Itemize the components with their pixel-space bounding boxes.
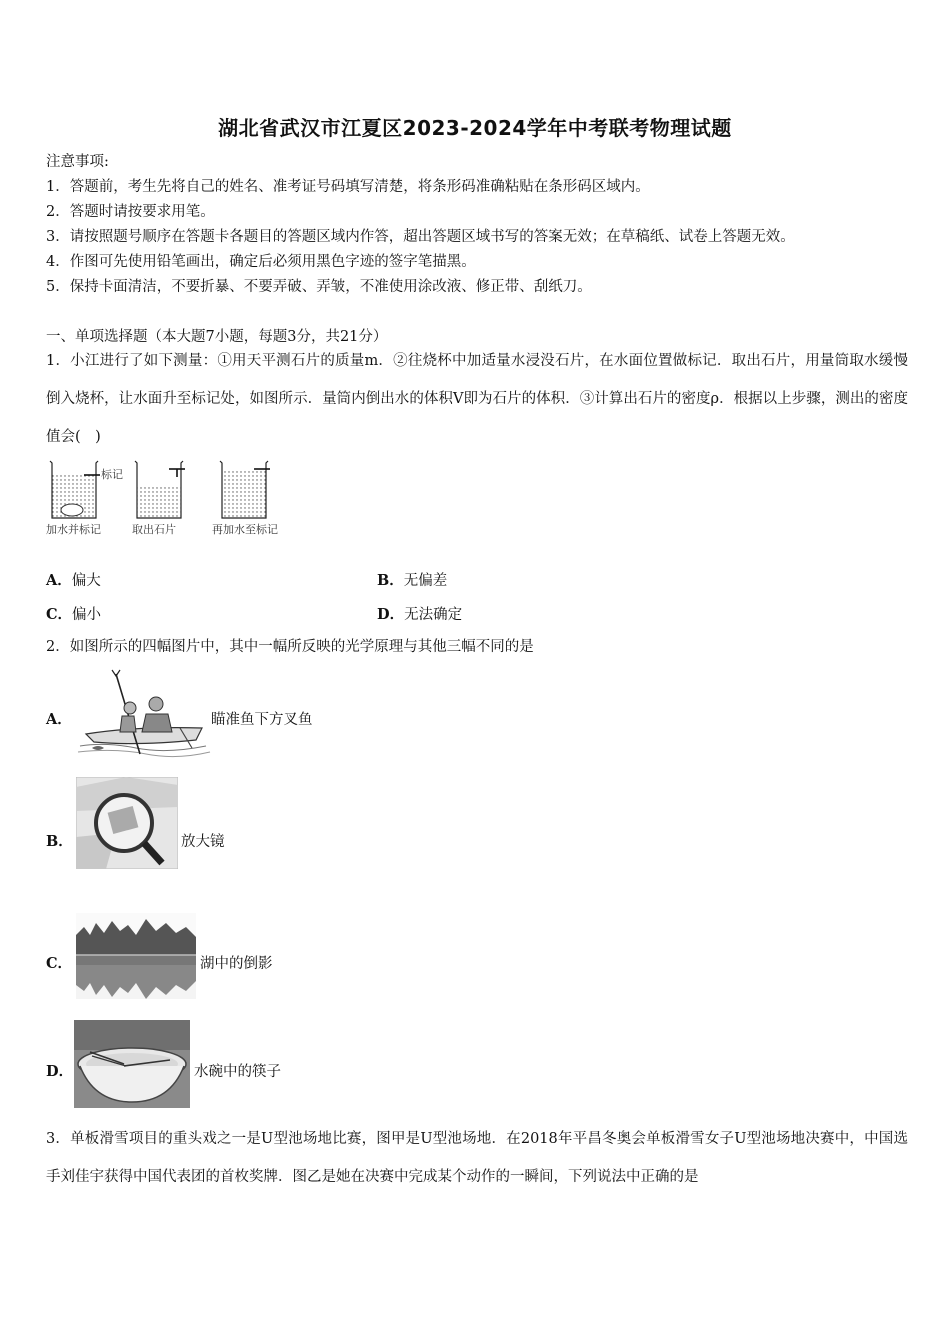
notice-item: 3．请按照题号顺序在答题卡各题目的答题区域内作答，超出答题区域书写的答案无效；在草稿纸、试卷上答题无效。 — [46, 229, 795, 245]
option-a: A．偏大 — [46, 572, 101, 589]
option-b: B．无偏差 — [377, 572, 448, 589]
option-b-label: B． — [46, 833, 73, 850]
option-c: C．偏小 — [46, 606, 102, 623]
notice-heading: 注意事项: — [46, 154, 109, 170]
option-a-caption: 瞄准鱼下方叉鱼 — [211, 712, 313, 728]
section-heading: 一、单项选择题（本大题7小题，每题3分，共21分） — [46, 329, 388, 345]
bowl-chopsticks-image — [74, 1020, 190, 1108]
fishing-image — [76, 668, 212, 758]
notice-item: 2．答题时请按要求用笔。 — [46, 204, 215, 220]
notice-item: 5．保持卡面清洁，不要折暴、不要弄破、弄皱，不准使用涂改液、修正带、刮纸刀。 — [46, 279, 592, 295]
option-d-label: D． — [46, 1063, 74, 1080]
notice-item: 4．作图可先使用铅笔画出，确定后必须用黑色字迹的签字笔描黑。 — [46, 254, 476, 270]
question-3-stem: 3．单板滑雪项目的重头戏之一是U型池场地比赛，图甲是U型池场地．在2018年平昌冬奥会单板滑雪女子U型池场地决赛中，中国选手刘佳宇获得中国代表团的首枚奖牌．图乙是她在决赛中完成某个动作的一瞬间，下列说法中正确的是 — [46, 1131, 908, 1185]
lake-reflection-image — [76, 913, 196, 999]
figure-caption: 再加水至标记 — [212, 523, 278, 536]
page-title: 湖北省武汉市江夏区2023-2024学年中考联考物理试题 — [218, 116, 732, 140]
figure-caption: 加水并标记 — [46, 523, 101, 536]
option-d-caption: 水碗中的筷子 — [194, 1064, 281, 1080]
question-1-stem: 1．小江进行了如下测量：①用天平测石片的质量m．②往烧杯中加适量水浸没石片，在水面位置做标记．取出石片，用量筒取水缓慢倒入烧杯，让水面升至标记处，如图所示．量筒内倒出水的体积V即为石片的体积．③计算出石片的密度ρ．根据以上步骤，测出的密度值会( ) — [46, 353, 908, 445]
magnifier-image — [76, 777, 178, 869]
option-a-label: A． — [46, 711, 72, 728]
beaker-1 — [50, 461, 123, 518]
option-c-label: C． — [46, 955, 73, 972]
option-b-caption: 放大镜 — [181, 834, 225, 850]
beaker-3 — [220, 461, 270, 518]
option-c-caption: 湖中的倒影 — [200, 956, 273, 972]
option-d: D．无法确定 — [377, 606, 463, 623]
beaker-figure — [44, 455, 304, 540]
beaker-2 — [135, 461, 185, 518]
notice-item: 1．答题前，考生先将自己的姓名、准考证号码填写清楚，将条形码准确粘贴在条形码区域内。 — [46, 179, 650, 195]
mark-label: 标记 — [101, 468, 123, 481]
question-2-stem: 2．如图所示的四幅图片中，其中一幅所反映的光学原理与其他三幅不同的是 — [46, 639, 534, 655]
figure-caption: 取出石片 — [132, 523, 176, 536]
